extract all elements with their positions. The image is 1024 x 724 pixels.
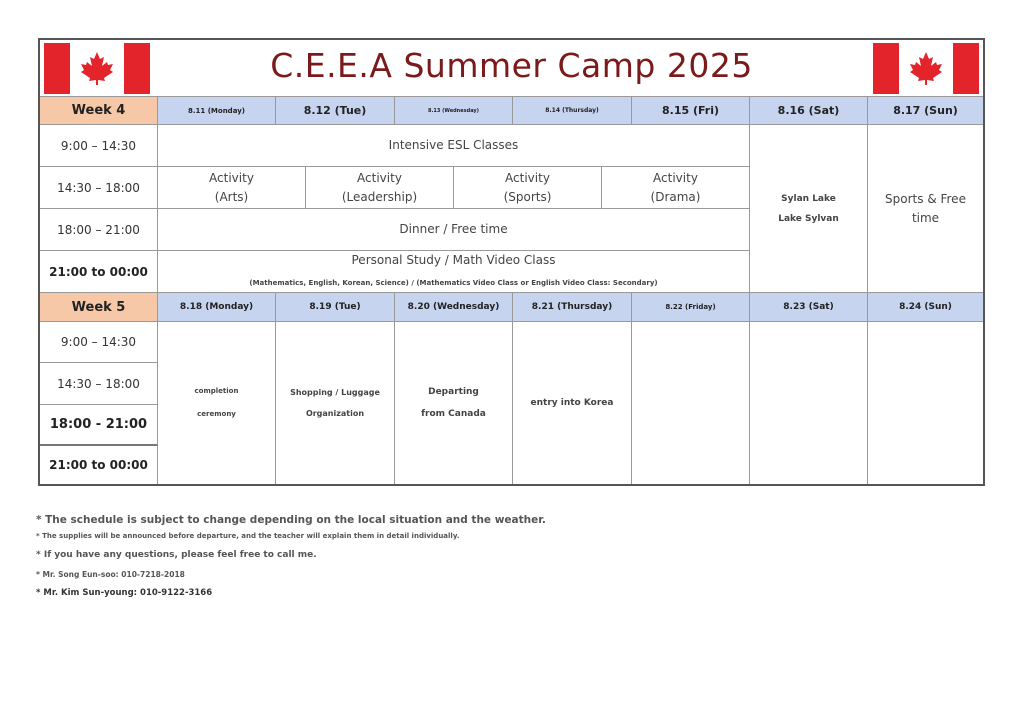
personal-study-cell: Personal Study / Math Video Class (Mathematics, English, Korean, Science) / (Mathematics Video Class or English Video Class: Secondary) <box>158 251 750 293</box>
day-header: 8.19 (Tue) <box>276 293 395 322</box>
day-header: 8.23 (Sat) <box>750 293 868 322</box>
activity-drama-cell: Activity (Drama) <box>602 167 750 209</box>
day-header: 8.11 (Monday) <box>158 97 276 125</box>
time-slot: 18:00 - 21:00 <box>40 405 158 446</box>
day-header: 8.20 (Wednesday) <box>395 293 513 322</box>
day-header: 8.22 (Friday) <box>632 293 750 322</box>
schedule-table <box>38 38 985 486</box>
canada-flag-icon <box>873 43 979 94</box>
notes-section <box>36 514 546 606</box>
time-slot: 9:00 – 14:30 <box>40 125 158 167</box>
entry-korea-cell: entry into Korea <box>513 322 632 484</box>
day-header: 8.14 (Thursday) <box>513 97 632 125</box>
day-header: 8.16 (Sat) <box>750 97 868 125</box>
saturday-empty-cell <box>750 322 868 484</box>
time-slot: 18:00 – 21:00 <box>40 209 158 251</box>
shopping-luggage-cell: Shopping / Luggage Organization <box>276 322 395 484</box>
day-header: 8.18 (Monday) <box>158 293 276 322</box>
completion-ceremony-cell: completion ceremony <box>158 322 276 484</box>
day-header: 8.21 (Thursday) <box>513 293 632 322</box>
time-slot: 9:00 – 14:30 <box>40 322 158 363</box>
note-line: * The supplies will be announced before departure, and the teacher will explain them in detail individually. <box>36 532 460 540</box>
activity-sports-cell: Activity (Sports) <box>454 167 602 209</box>
note-line: * Mr. Song Eun-soo: 010-7218-2018 <box>36 570 185 579</box>
friday-empty-cell <box>632 322 750 484</box>
title-bar <box>40 40 983 97</box>
sunday-sports-cell: Sports & Free time <box>868 125 983 293</box>
note-line: * Mr. Kim Sun-young: 010-9122-3166 <box>36 588 213 598</box>
time-slot: 14:30 – 18:00 <box>40 363 158 405</box>
time-slot: 14:30 – 18:00 <box>40 167 158 209</box>
week5-label: Week 5 <box>40 293 158 322</box>
page-title: C.E.E.A Summer Camp 2025 <box>270 46 753 85</box>
time-slot: 21:00 to 00:00 <box>40 446 158 484</box>
canada-flag-icon <box>44 43 150 94</box>
activity-leadership-cell: Activity (Leadership) <box>306 167 454 209</box>
departing-canada-cell: Departing from Canada <box>395 322 513 484</box>
activity-arts-cell: Activity (Arts) <box>158 167 306 209</box>
week4-label: Week 4 <box>40 97 158 125</box>
note-line: * If you have any questions, please feel free to call me. <box>36 550 317 560</box>
day-header: 8.12 (Tue) <box>276 97 395 125</box>
day-header: 8.15 (Fri) <box>632 97 750 125</box>
dinner-cell: Dinner / Free time <box>158 209 750 251</box>
esl-classes-cell: Intensive ESL Classes <box>158 125 750 167</box>
day-header: 8.24 (Sun) <box>868 293 983 322</box>
saturday-lake-cell: Sylan Lake Lake Sylvan <box>750 125 868 293</box>
day-header: 8.13 (Wednesday) <box>395 97 513 125</box>
day-header: 8.17 (Sun) <box>868 97 983 125</box>
sunday-empty-cell <box>868 322 983 484</box>
time-slot: 21:00 to 00:00 <box>40 251 158 293</box>
note-line: * The schedule is subject to change depending on the local situation and the weather. <box>36 514 546 526</box>
